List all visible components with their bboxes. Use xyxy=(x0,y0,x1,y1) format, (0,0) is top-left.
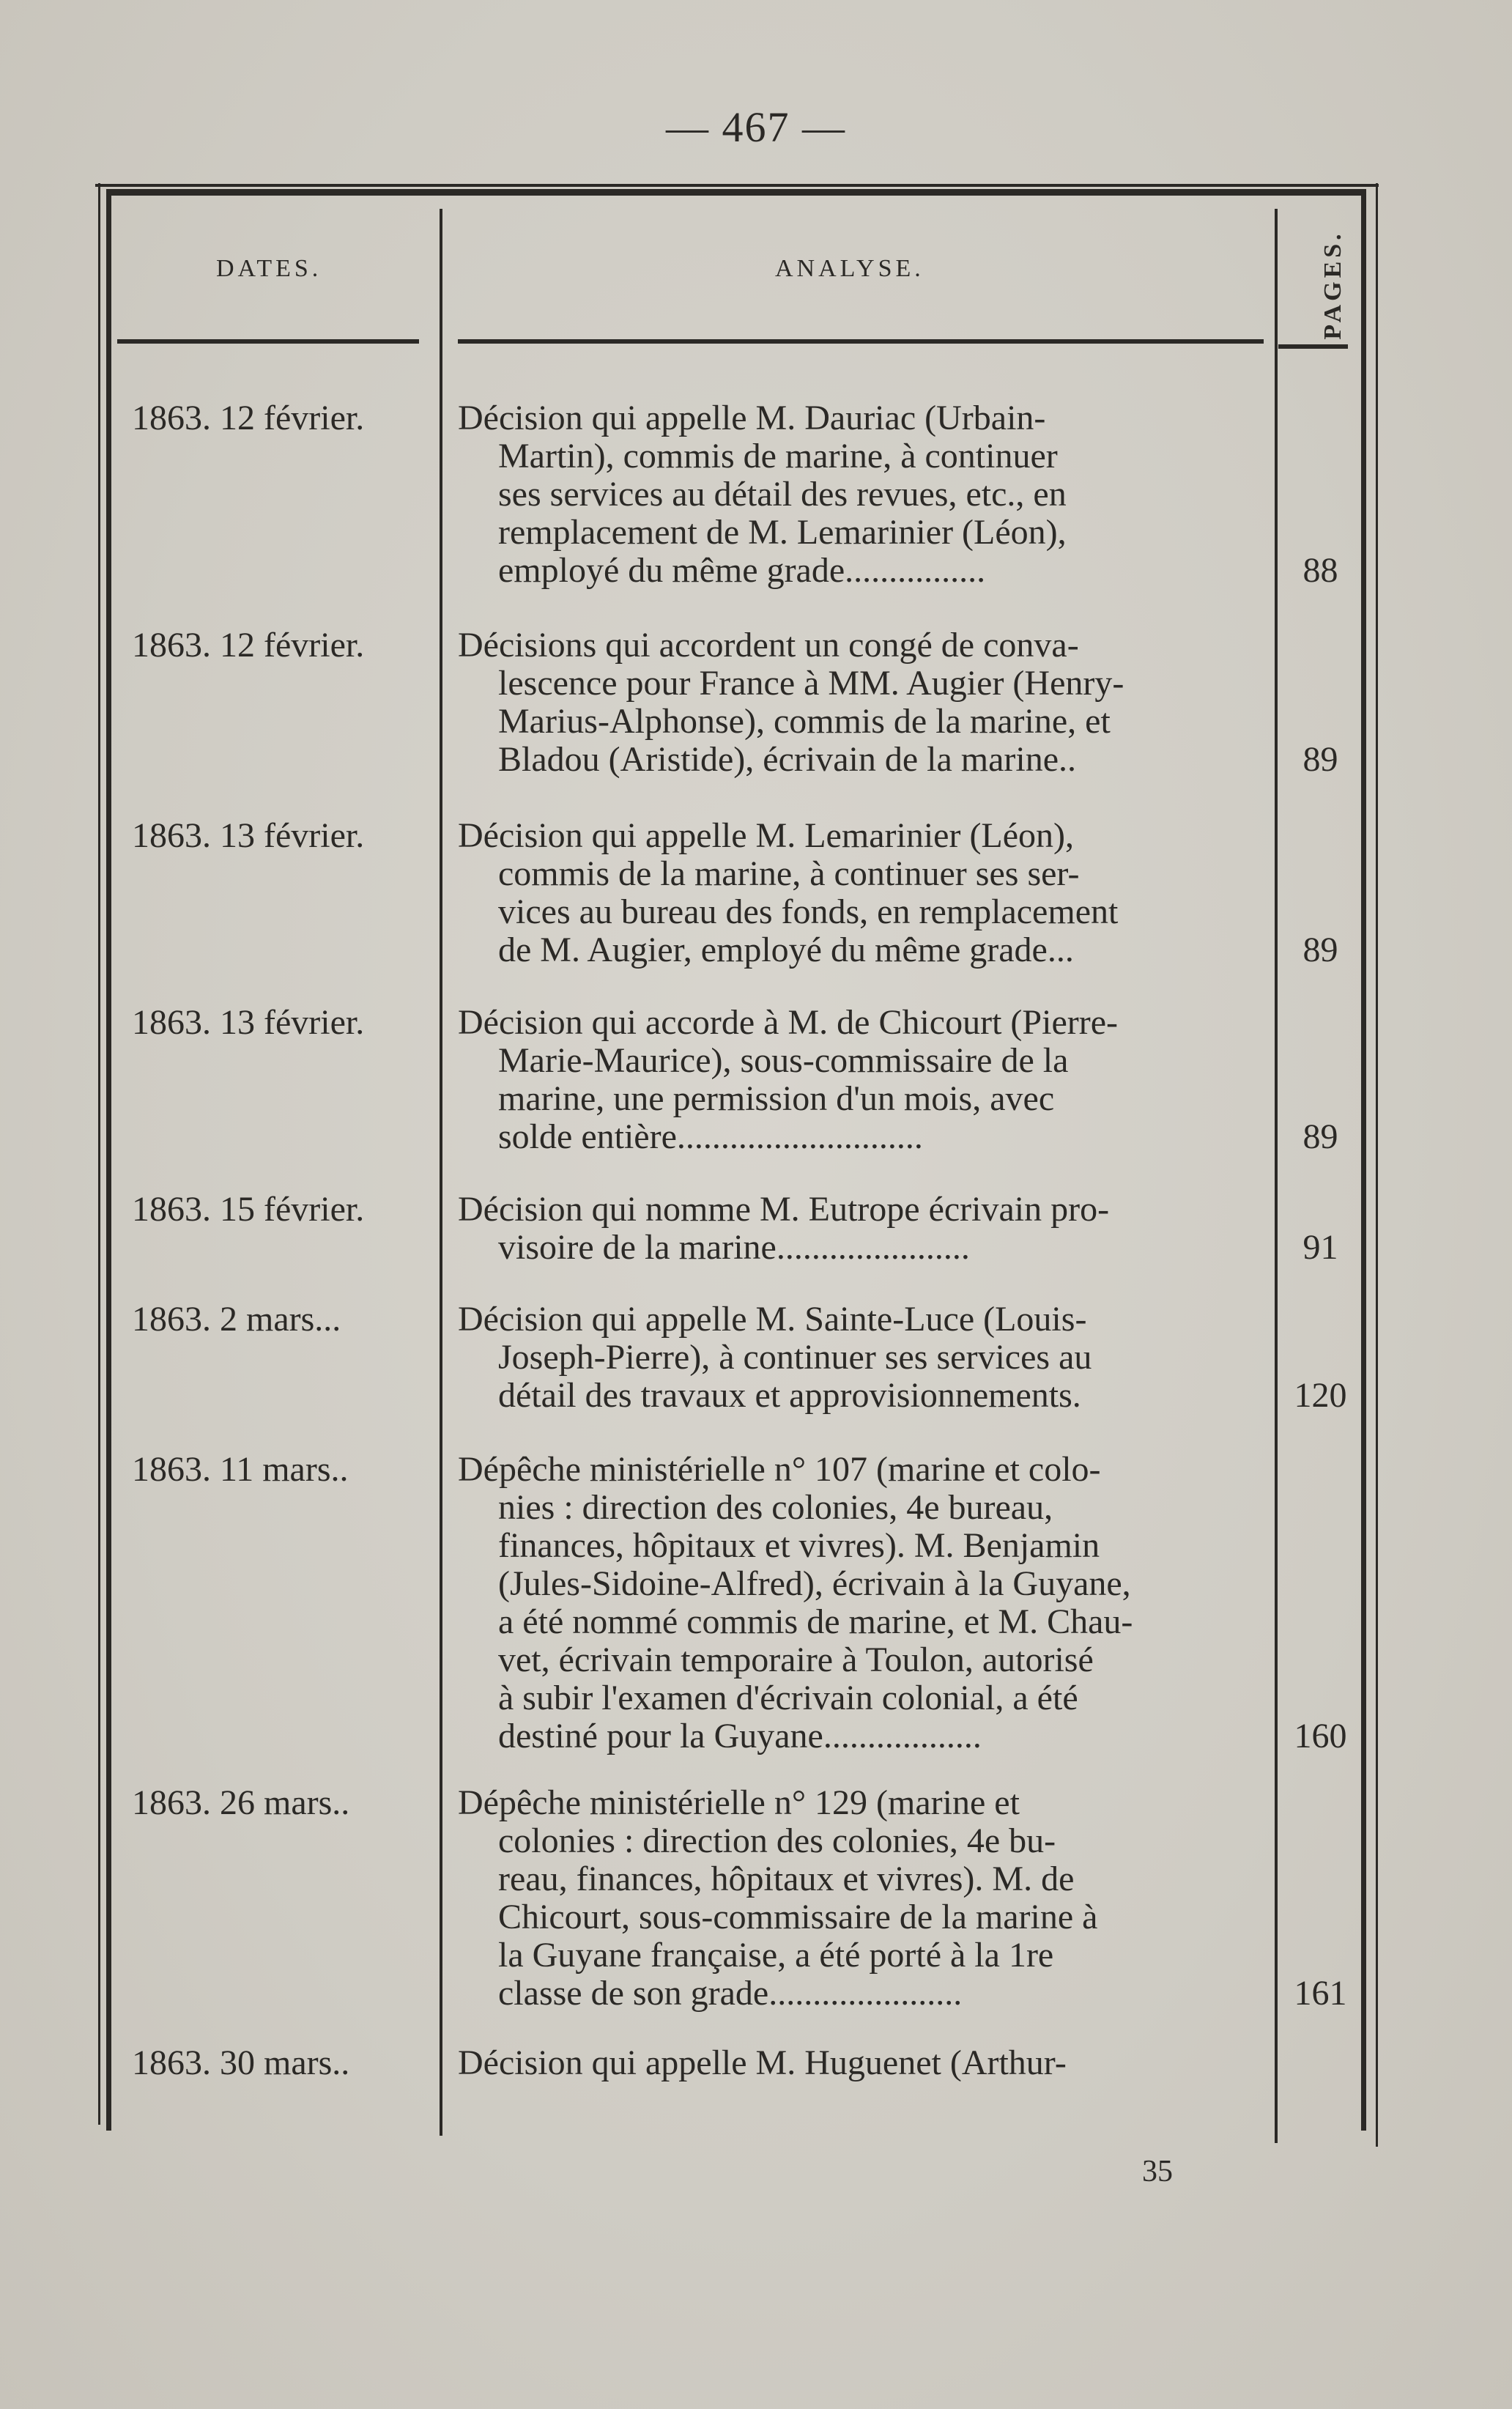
entry-date: 1863. 2 mars... xyxy=(132,1300,341,1339)
analysis-line: Chicourt, sous-commissaire de la marine à xyxy=(498,1898,1098,1936)
entry-date: 1863. 30 mars.. xyxy=(132,2043,350,2082)
analysis-line: Martin), commis de marine, à continuer xyxy=(498,437,1058,475)
analysis-line: Joseph-Pierre), à continuer ses services au xyxy=(498,1339,1092,1377)
analysis-line: de M. Augier, employé du même grade... xyxy=(498,931,1074,969)
entry-page-ref: 88 xyxy=(1302,551,1338,590)
analysis-line: (Jules-Sidoine-Alfred), écrivain à la Guyane, xyxy=(498,1565,1131,1603)
entry-date: 1863. 13 février. xyxy=(132,1003,365,1042)
analysis-line: vet, écrivain temporaire à Toulon, autorisé xyxy=(498,1641,1094,1679)
column-divider-dates xyxy=(440,209,442,2136)
entry-page-ref: 89 xyxy=(1302,740,1338,779)
analysis-line: colonies : direction des colonies, 4e bu- xyxy=(498,1822,1056,1860)
analysis-line: ses services au détail des revues, etc., en xyxy=(498,475,1067,514)
analysis-line: Décision qui appelle M. Sainte-Luce (Louis- xyxy=(458,1300,1087,1339)
analysis-line: Dépêche ministérielle n° 107 (marine et colo- xyxy=(458,1451,1101,1489)
analysis-line: Marius-Alphonse), commis de la marine, et xyxy=(498,703,1111,741)
header-rule-dates xyxy=(117,339,419,344)
entry-analysis xyxy=(458,1451,1264,1755)
analysis-line: finances, hôpitaux et vivres). M. Benjamin xyxy=(498,1527,1100,1565)
column-header-pages: PAGES. xyxy=(1319,230,1346,340)
analysis-line: Décision qui appelle M. Dauriac (Urbain- xyxy=(458,399,1046,437)
analysis-line: Décision qui appelle M. Huguenet (Arthur- xyxy=(458,2044,1067,2082)
analysis-line: à subir l'examen d'écrivain colonial, a été xyxy=(498,1679,1078,1717)
analysis-line: Bladou (Aristide), écrivain de la marine.. xyxy=(498,741,1077,779)
entry-page-ref: 89 xyxy=(1302,1117,1338,1156)
header-rule-analyse xyxy=(458,339,1264,344)
column-divider-pages xyxy=(1275,209,1278,2143)
table-outer-left-rule xyxy=(98,183,100,2125)
analysis-line: Dépêche ministérielle n° 129 (marine et xyxy=(458,1784,1020,1822)
analysis-line: classe de son grade...................... xyxy=(498,1975,963,2013)
analysis-line: détail des travaux et approvisionnements. xyxy=(498,1377,1081,1415)
entry-analysis xyxy=(458,626,1264,779)
analysis-line: Marie-Maurice), sous-commissaire de la xyxy=(498,1042,1069,1080)
analysis-line: Décision qui appelle M. Lemarinier (Léon), xyxy=(458,817,1075,855)
analysis-line: destiné pour la Guyane.................. xyxy=(498,1717,982,1755)
entry-date: 1863. 12 février. xyxy=(132,399,365,437)
entry-analysis xyxy=(458,399,1264,590)
column-header-analyse: ANALYSE. xyxy=(775,255,924,282)
entry-date: 1863. 11 mars.. xyxy=(132,1450,349,1489)
analysis-line: nies : direction des colonies, 4e bureau, xyxy=(498,1489,1053,1527)
entry-page-ref: 91 xyxy=(1302,1228,1338,1267)
entry-analysis xyxy=(458,1300,1264,1415)
analysis-line: Décisions qui accordent un congé de conva- xyxy=(458,626,1079,665)
entry-page-ref: 161 xyxy=(1294,1974,1347,2013)
analysis-line: Décision qui accorde à M. de Chicourt (Pierre- xyxy=(458,1004,1119,1042)
analysis-line: marine, une permission d'un mois, avec xyxy=(498,1080,1055,1118)
analysis-line: remplacement de M. Lemarinier (Léon), xyxy=(498,514,1067,552)
analysis-line: reau, finances, hôpitaux et vivres). M. de xyxy=(498,1860,1075,1898)
entry-date: 1863. 12 février. xyxy=(132,626,365,665)
entry-analysis xyxy=(458,817,1264,969)
analysis-line: lescence pour France à MM. Augier (Henry- xyxy=(498,665,1124,703)
entry-date: 1863. 13 février. xyxy=(132,816,365,855)
page-number: — 467 — xyxy=(666,103,846,151)
analysis-line: Décision qui nomme M. Eutrope écrivain pro- xyxy=(458,1191,1110,1229)
analysis-line: solde entière............................ xyxy=(498,1118,923,1156)
entry-date: 1863. 26 mars.. xyxy=(132,1783,350,1822)
entry-page-ref: 89 xyxy=(1302,930,1338,969)
analysis-line: la Guyane française, a été porté à la 1re xyxy=(498,1936,1054,1975)
entry-analysis xyxy=(458,2044,1264,2082)
entry-analysis xyxy=(458,1784,1264,2013)
analysis-line: commis de la marine, à continuer ses ser- xyxy=(498,855,1080,893)
signature-mark: 35 xyxy=(1142,2155,1173,2188)
column-header-dates: DATES. xyxy=(216,255,322,282)
entry-date: 1863. 15 février. xyxy=(132,1190,365,1229)
analysis-line: a été nommé commis de marine, et M. Chau- xyxy=(498,1603,1133,1641)
header-rule-pages xyxy=(1278,344,1348,349)
analysis-line: vices au bureau des fonds, en remplacement xyxy=(498,893,1119,931)
entry-analysis xyxy=(458,1191,1264,1267)
entry-analysis xyxy=(458,1004,1264,1156)
entry-page-ref: 120 xyxy=(1294,1376,1347,1415)
table-outer-right-rule xyxy=(1376,183,1378,2147)
analysis-line: visoire de la marine...................... xyxy=(498,1229,970,1267)
analysis-line: employé du même grade................ xyxy=(498,552,986,590)
entry-page-ref: 160 xyxy=(1294,1717,1347,1755)
